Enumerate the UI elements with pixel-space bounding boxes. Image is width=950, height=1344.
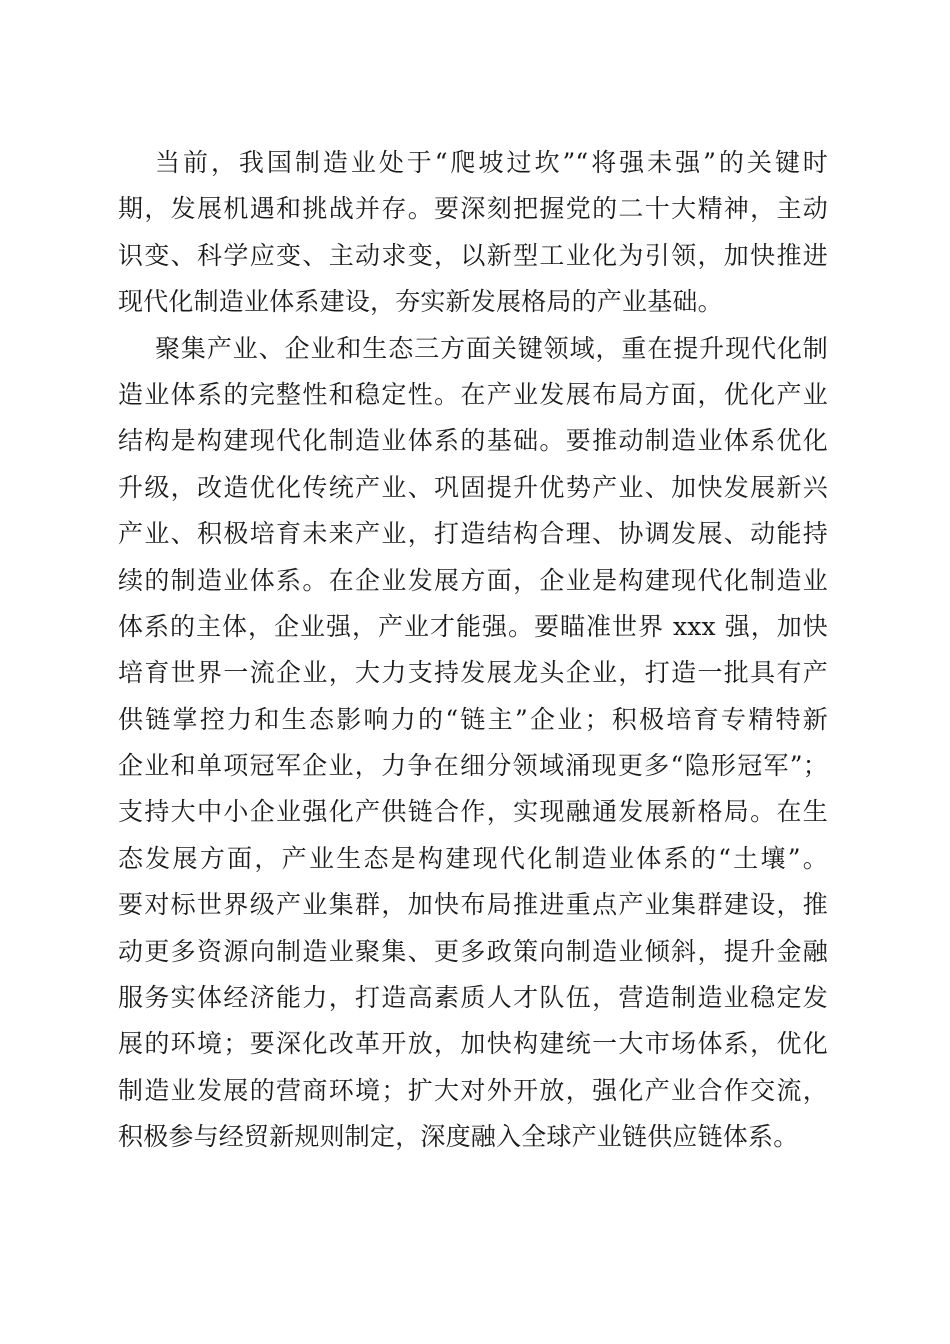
paragraph-2-line-4: 升级，改造优化传统产业、巩固提升优势产业、加快发展新兴 xyxy=(118,472,828,502)
paragraph-2-line-17: 制造业发展的营商环境；扩大对外开放，强化产业合作交流， xyxy=(118,1075,828,1105)
paragraph-2-line-12: 态发展方面，产业生态是构建现代化制造业体系的“土壤”。 xyxy=(118,843,828,873)
paragraph-2-line-11: 支持大中小企业强化产供链合作，实现融通发展新格局。在生 xyxy=(118,797,828,827)
paragraph-1-line-1: 当前，我国制造业处于“爬坡过坎”“将强未强”的关键时 xyxy=(155,148,828,177)
paragraph-1-line-4: 现代化制造业体系建设，夯实新发展格局的产业基础。 xyxy=(118,287,723,317)
paragraph-2-line-13: 要对标世界级产业集群，加快布局推进重点产业集群建设，推 xyxy=(118,890,828,920)
paragraph-2-line-9: 供链掌控力和生态影响力的“链主”企业；积极培育专精特新 xyxy=(118,704,828,734)
paragraph-2-line-18: 积极参与经贸新规则制定，深度融入全球产业链供应链体系。 xyxy=(118,1122,799,1152)
paragraph-2-line-5: 产业、积极培育未来产业，打造结构合理、协调发展、动能持 xyxy=(118,519,828,549)
paragraph-2-line-6: 续的制造业体系。在企业发展方面，企业是构建现代化制造业 xyxy=(118,565,828,595)
paragraph-2-line-3: 结构是构建现代化制造业体系的基础。要推动制造业体系优化 xyxy=(118,426,828,456)
paragraph-2-line-8: 培育世界一流企业，大力支持发展龙头企业，打造一批具有产 xyxy=(118,658,828,688)
paragraph-2-line-15: 服务实体经济能力，打造高素质人才队伍，营造制造业稳定发 xyxy=(118,983,828,1013)
paragraph-1-line-2: 期，发展机遇和挑战并存。要深刻把握党的二十大精神，主动 xyxy=(118,194,828,224)
paragraph-2-line-7: 体系的主体，企业强，产业才能强。要瞄准世界 xxx 强，加快 xyxy=(118,611,828,641)
paragraph-2-line-1: 聚集产业、企业和生态三方面关键领域，重在提升现代化制 xyxy=(155,333,828,363)
paragraph-1-line-3: 识变、科学应变、主动求变，以新型工业化为引领，加快推进 xyxy=(118,240,828,270)
paragraph-2-line-16: 展的环境；要深化改革开放，加快构建统一大市场体系，优化 xyxy=(118,1029,828,1059)
document-body xyxy=(118,140,828,1161)
paragraph-2-line-2: 造业体系的完整性和稳定性。在产业发展布局方面，优化产业 xyxy=(118,379,828,409)
paragraph-2-line-10: 企业和单项冠军企业，力争在细分领域涌现更多“隐形冠军”； xyxy=(118,751,828,781)
paragraph-2-line-14: 动更多资源向制造业聚集、更多政策向制造业倾斜，提升金融 xyxy=(118,936,828,966)
